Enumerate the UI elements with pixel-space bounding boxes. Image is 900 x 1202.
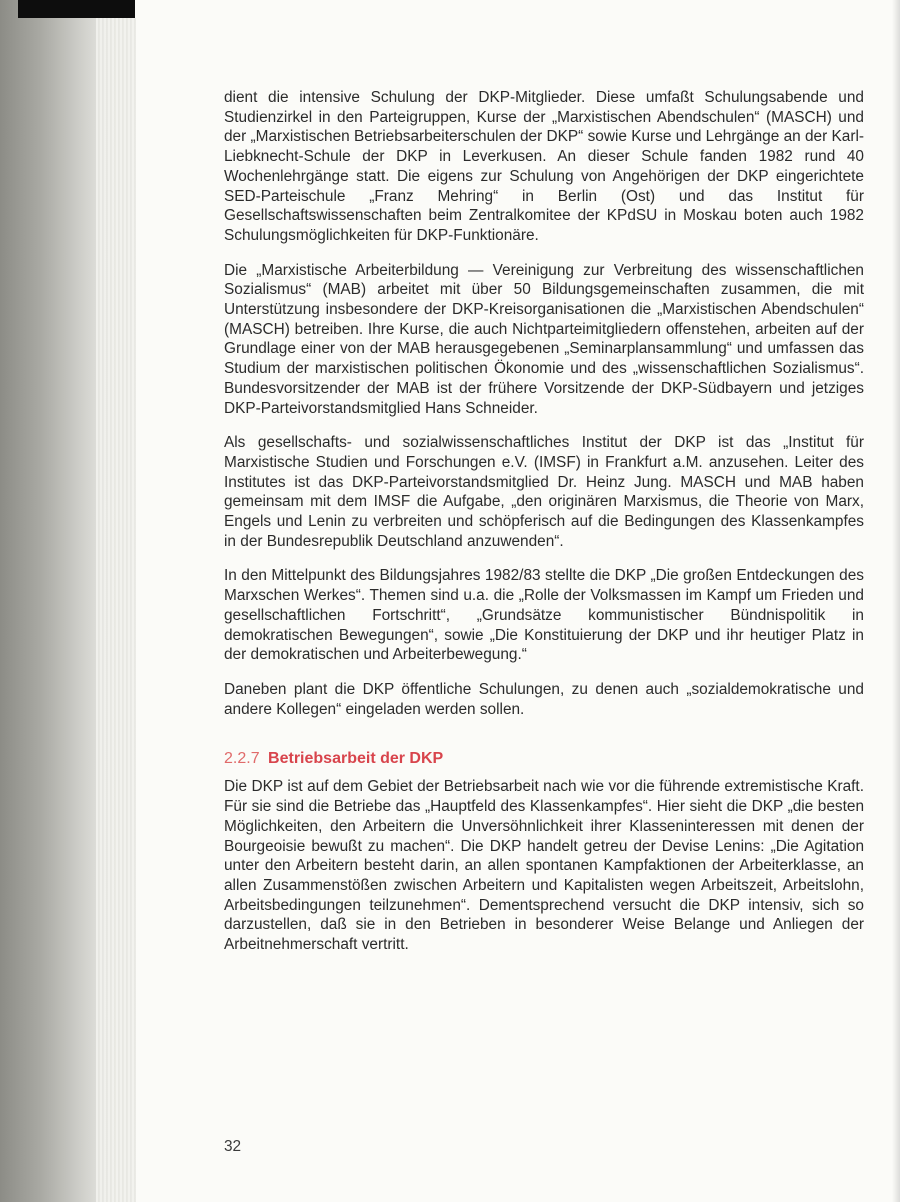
paragraph-schulung: dient die intensive Schulung der DKP-Mitglieder. Diese umfaßt Schulungsabende und Studienzirkel in den Parteigruppen, Kurse der „Marxistischen Abendschulen“ (MASCH) und der „Marxistischen Betriebsarbeiterschulen der DKP“ sowie Kurse und Lehrgänge an der Karl-Liebknecht-Schule der DKP in Leverkusen. An dieser Schule fanden 1982 rund 40 Wochenlehrgänge statt. Die eigens zur Schulung von Angehörigen der DKP eingerichtete SED-Parteischule „Franz Mehring“ in Berlin (Ost) und das Institut für Gesellschaftswissenschaften beim Zentralkomitee der KPdSU in Moskau boten auch 1982 Schulungsmöglichkeiten für DKP-Funktionäre. [224, 89, 864, 244]
paragraph-schulungen: Daneben plant die DKP öffentliche Schulungen, zu denen auch „sozialdemokratische und andere Kollegen“ eingeladen werden sollen. [224, 680, 864, 718]
section-title: Betriebsarbeit der DKP [268, 750, 444, 768]
page-edges [96, 18, 136, 1202]
section-number: 2.2.7 [224, 750, 260, 768]
right-edge-shadow [892, 0, 900, 1202]
paragraph-bildungsjahr: In den Mittelpunkt des Bildungsjahres 1982/83 stellte die DKP „Die großen Entdeckungen des Marxschen Werkes“. Themen sind u.a. die „Rolle der Volksmassen im Kampf um Frieden und gesellschaftlichen Fortschritt“, „Grundsätze kommunistischer Bündnispolitik in demokratischen Bewegungen“, sowie „Die Konstituierung der DKP und ihr heutiger Platz in der demokratischen und Arbeiterbewegung.“ [224, 567, 864, 664]
page-content [224, 88, 864, 970]
paragraph-imsf: Als gesellschafts- und sozialwissenschaftliches Institut der DKP ist das „Institut für Marxistische Studien und Forschungen e.V. (IMSF) in Frankfurt a.M. anzusehen. Leiter des Institutes ist das DKP-Parteivorstandsmitglied Dr. Heinz Jung. MASCH und MAB haben gemeinsam mit dem IMSF die Aufgabe, „den originären Marxismus, die Theorie von Marx, Engels und Lenin zu verbreiten und schöpferisch auf die Bedingungen des Klassenkampfes in der Bundesrepublik Deutschland anzuwenden“. [224, 434, 864, 550]
page-number: 32 [224, 1138, 242, 1155]
paragraph-betriebsarbeit: Die DKP ist auf dem Gebiet der Betriebsarbeit nach wie vor die führende extremistische Kraft. Für sie sind die Betriebe das „Hauptfeld des Klassenkampfes“. Hier sieht die DKP „die besten Möglichkeiten, den Arbeitern die Unversöhnlichkeit ihrer Klasseninteressen mit denen der Bourgeoisie bewußt zu machen“. Die DKP handelt getreu der Devise Lenins: „Die Agitation unter den Arbeitern besteht darin, an allen spontanen Kampfaktionen der Arbeiterklasse, an allen Zusammenstößen zwischen Arbeitern und Kapitalisten wegen Arbeitszeit, Arbeitslohn, Arbeitsbedingungen teilzunehmen“. Dementsprechend versucht die DKP intensiv, sich so darzustellen, daß sie in den Betrieben in besonderer Weise Belange und Anliegen der Arbeitnehmerschaft vertritt. [224, 778, 864, 954]
book-corner-dark [18, 0, 135, 18]
paragraph-mab: Die „Marxistische Arbeiterbildung — Vereinigung zur Verbreitung des wissenschaftlichen Sozialismus“ (MAB) arbeitet mit über 50 Bildungsgemeinschaften zusammen, die mit Unterstützung insbesondere der DKP-Kreisorganisationen die „Marxistischen Abendschulen“ (MASCH) betreiben. Ihre Kurse, die auch Nichtparteimitgliedern offenstehen, arbeiten auf der Grundlage einer von der MAB herausgegebenen „Seminarplansammlung“ und umfassen das Studium der marxistischen politischen Ökonomie und des „wissenschaftlichen Sozialismus“. Bundesvorsitzender der MAB ist der frühere Vorsitzende der DKP-Südbayern und jetziges DKP-Parteivorstandsmitglied Hans Schneider. [224, 261, 864, 417]
section-heading [224, 749, 864, 769]
